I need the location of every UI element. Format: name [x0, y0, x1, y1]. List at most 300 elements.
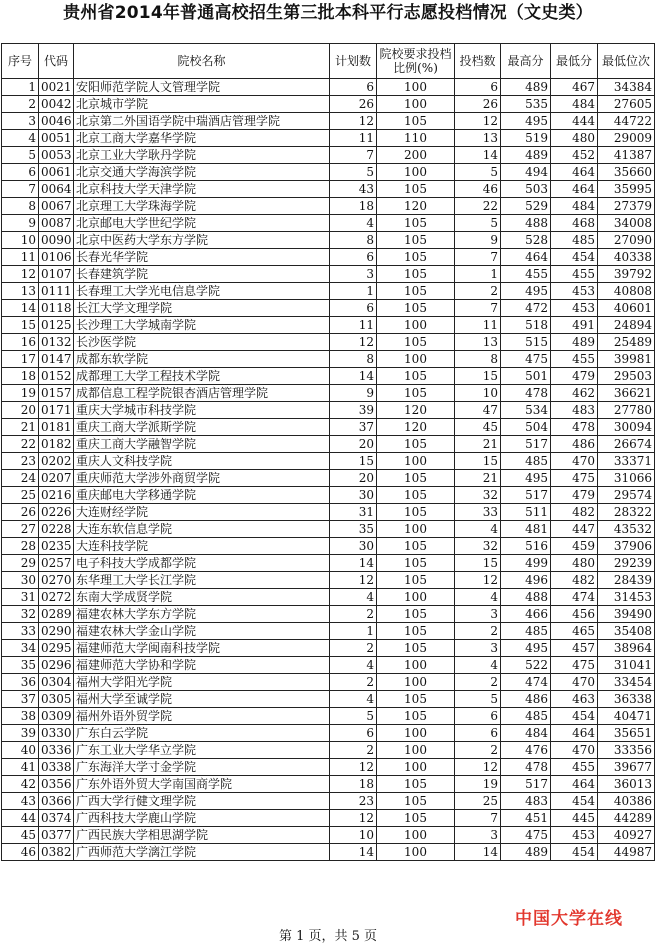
min-rank: 29009 [598, 130, 655, 147]
plan-count: 30 [330, 538, 377, 555]
admitted-count: 2 [455, 742, 501, 759]
max-score: 481 [501, 521, 551, 538]
required-ratio: 120 [377, 402, 455, 419]
table-row [2, 657, 655, 674]
plan-count: 23 [330, 793, 377, 810]
plan-count: 4 [330, 215, 377, 232]
min-score: 459 [551, 538, 598, 555]
max-score: 519 [501, 130, 551, 147]
admitted-count: 4 [455, 589, 501, 606]
admitted-count: 11 [455, 317, 501, 334]
school-name: 广东工业大学华立学院 [74, 742, 330, 759]
admitted-count: 7 [455, 249, 501, 266]
admitted-count: 9 [455, 232, 501, 249]
school-name: 安阳师范学院人文管理学院 [74, 79, 330, 96]
max-score: 511 [501, 504, 551, 521]
school-name: 北京中医药大学东方学院 [74, 232, 330, 249]
min-score: 453 [551, 283, 598, 300]
row-index: 38 [2, 708, 39, 725]
max-score: 517 [501, 487, 551, 504]
row-index: 42 [2, 776, 39, 793]
min-score: 454 [551, 844, 598, 861]
required-ratio: 105 [377, 555, 455, 572]
admitted-count: 21 [455, 470, 501, 487]
min-rank: 36338 [598, 691, 655, 708]
max-score: 485 [501, 453, 551, 470]
school-code: 0377 [39, 827, 74, 844]
table-row [2, 147, 655, 164]
min-score: 456 [551, 606, 598, 623]
school-name: 大连财经学院 [74, 504, 330, 521]
plan-count: 12 [330, 113, 377, 130]
required-ratio: 105 [377, 368, 455, 385]
table-row [2, 606, 655, 623]
min-rank: 36013 [598, 776, 655, 793]
min-score: 445 [551, 810, 598, 827]
school-code: 0290 [39, 623, 74, 640]
required-ratio: 100 [377, 453, 455, 470]
min-score: 462 [551, 385, 598, 402]
row-index: 41 [2, 759, 39, 776]
max-score: 485 [501, 708, 551, 725]
plan-count: 8 [330, 351, 377, 368]
school-name: 广西民族大学相思湖学院 [74, 827, 330, 844]
required-ratio: 100 [377, 351, 455, 368]
plan-count: 35 [330, 521, 377, 538]
plan-count: 9 [330, 385, 377, 402]
admitted-count: 3 [455, 640, 501, 657]
row-index: 28 [2, 538, 39, 555]
school-name: 大连科技学院 [74, 538, 330, 555]
max-score: 504 [501, 419, 551, 436]
min-rank: 34384 [598, 79, 655, 96]
col-header-index: 序号 [2, 44, 39, 79]
school-code: 0257 [39, 555, 74, 572]
min-rank: 44722 [598, 113, 655, 130]
min-rank: 40386 [598, 793, 655, 810]
min-score: 480 [551, 130, 598, 147]
table-row [2, 572, 655, 589]
table-row [2, 96, 655, 113]
table-row [2, 215, 655, 232]
required-ratio: 105 [377, 708, 455, 725]
max-score: 455 [501, 266, 551, 283]
school-code: 0289 [39, 606, 74, 623]
school-name: 福建农林大学东方学院 [74, 606, 330, 623]
max-score: 485 [501, 623, 551, 640]
max-score: 516 [501, 538, 551, 555]
min-rank: 31066 [598, 470, 655, 487]
plan-count: 8 [330, 232, 377, 249]
school-code: 0305 [39, 691, 74, 708]
min-score: 454 [551, 793, 598, 810]
page-footer: 第 1 页，共 5 页 [278, 929, 378, 944]
col-header-code: 代码 [39, 44, 74, 79]
max-score: 522 [501, 657, 551, 674]
school-name: 广东外语外贸大学南国商学院 [74, 776, 330, 793]
table-row [2, 487, 655, 504]
required-ratio: 105 [377, 504, 455, 521]
school-code: 0235 [39, 538, 74, 555]
min-rank: 40471 [598, 708, 655, 725]
table-row [2, 181, 655, 198]
school-code: 0216 [39, 487, 74, 504]
school-name: 长春光华学院 [74, 249, 330, 266]
required-ratio: 105 [377, 266, 455, 283]
min-score: 480 [551, 555, 598, 572]
table-row [2, 334, 655, 351]
row-index: 20 [2, 402, 39, 419]
max-score: 489 [501, 147, 551, 164]
max-score: 517 [501, 776, 551, 793]
required-ratio: 100 [377, 742, 455, 759]
plan-count: 7 [330, 147, 377, 164]
school-name: 广东白云学院 [74, 725, 330, 742]
admitted-count: 21 [455, 436, 501, 453]
plan-count: 12 [330, 572, 377, 589]
school-name: 福州外语外贸学院 [74, 708, 330, 725]
required-ratio: 105 [377, 691, 455, 708]
table-row [2, 453, 655, 470]
min-rank: 28439 [598, 572, 655, 589]
required-ratio: 100 [377, 96, 455, 113]
min-score: 465 [551, 623, 598, 640]
admitted-count: 12 [455, 759, 501, 776]
table-row [2, 79, 655, 96]
required-ratio: 100 [377, 827, 455, 844]
min-rank: 27379 [598, 198, 655, 215]
row-index: 18 [2, 368, 39, 385]
min-score: 470 [551, 453, 598, 470]
min-rank: 44289 [598, 810, 655, 827]
table-row [2, 283, 655, 300]
col-header-admitted: 投档数 [455, 44, 501, 79]
min-score: 474 [551, 589, 598, 606]
school-name: 重庆邮电大学移通学院 [74, 487, 330, 504]
min-rank: 43532 [598, 521, 655, 538]
plan-count: 39 [330, 402, 377, 419]
school-name: 东华理工大学长江学院 [74, 572, 330, 589]
table-row [2, 351, 655, 368]
min-score: 468 [551, 215, 598, 232]
plan-count: 4 [330, 657, 377, 674]
row-index: 40 [2, 742, 39, 759]
school-name: 北京交通大学海滨学院 [74, 164, 330, 181]
required-ratio: 105 [377, 113, 455, 130]
required-ratio: 105 [377, 470, 455, 487]
school-code: 0090 [39, 232, 74, 249]
max-score: 476 [501, 742, 551, 759]
min-score: 454 [551, 249, 598, 266]
plan-count: 5 [330, 164, 377, 181]
required-ratio: 105 [377, 606, 455, 623]
min-rank: 31453 [598, 589, 655, 606]
required-ratio: 100 [377, 317, 455, 334]
row-index: 9 [2, 215, 39, 232]
school-code: 0304 [39, 674, 74, 691]
table-row [2, 538, 655, 555]
table-row [2, 827, 655, 844]
row-index: 31 [2, 589, 39, 606]
school-code: 0272 [39, 589, 74, 606]
required-ratio: 105 [377, 283, 455, 300]
row-index: 29 [2, 555, 39, 572]
required-ratio: 105 [377, 436, 455, 453]
school-code: 0309 [39, 708, 74, 725]
max-score: 494 [501, 164, 551, 181]
required-ratio: 105 [377, 623, 455, 640]
admitted-count: 8 [455, 351, 501, 368]
table-row [2, 793, 655, 810]
school-name: 北京第二外国语学院中瑞酒店管理学院 [74, 113, 330, 130]
min-rank: 33356 [598, 742, 655, 759]
min-rank: 29239 [598, 555, 655, 572]
min-rank: 37906 [598, 538, 655, 555]
plan-count: 30 [330, 487, 377, 504]
row-index: 27 [2, 521, 39, 538]
plan-count: 11 [330, 317, 377, 334]
school-code: 0366 [39, 793, 74, 810]
min-rank: 39490 [598, 606, 655, 623]
school-name: 福建师范大学协和学院 [74, 657, 330, 674]
school-code: 0067 [39, 198, 74, 215]
row-index: 8 [2, 198, 39, 215]
plan-count: 6 [330, 725, 377, 742]
row-index: 37 [2, 691, 39, 708]
col-header-plan: 计划数 [330, 44, 377, 79]
min-score: 482 [551, 504, 598, 521]
max-score: 464 [501, 249, 551, 266]
school-code: 0382 [39, 844, 74, 861]
min-score: 478 [551, 419, 598, 436]
admitted-count: 5 [455, 691, 501, 708]
required-ratio: 100 [377, 657, 455, 674]
school-code: 0125 [39, 317, 74, 334]
min-score: 484 [551, 198, 598, 215]
max-score: 478 [501, 759, 551, 776]
min-rank: 41387 [598, 147, 655, 164]
min-score: 475 [551, 470, 598, 487]
plan-count: 14 [330, 555, 377, 572]
min-rank: 24894 [598, 317, 655, 334]
required-ratio: 105 [377, 793, 455, 810]
min-score: 464 [551, 164, 598, 181]
table-row [2, 368, 655, 385]
table-row [2, 419, 655, 436]
max-score: 474 [501, 674, 551, 691]
col-header-name: 院校名称 [74, 44, 330, 79]
row-index: 22 [2, 436, 39, 453]
school-name: 福建农林大学金山学院 [74, 623, 330, 640]
required-ratio: 105 [377, 215, 455, 232]
min-rank: 33371 [598, 453, 655, 470]
min-score: 486 [551, 436, 598, 453]
school-name: 重庆人文科技学院 [74, 453, 330, 470]
school-code: 0061 [39, 164, 74, 181]
min-rank: 40338 [598, 249, 655, 266]
min-score: 453 [551, 300, 598, 317]
table-row [2, 810, 655, 827]
min-score: 491 [551, 317, 598, 334]
min-rank: 39981 [598, 351, 655, 368]
min-rank: 25489 [598, 334, 655, 351]
school-code: 0356 [39, 776, 74, 793]
admitted-count: 14 [455, 844, 501, 861]
admitted-count: 15 [455, 368, 501, 385]
max-score: 515 [501, 334, 551, 351]
min-score: 482 [551, 572, 598, 589]
school-code: 0042 [39, 96, 74, 113]
plan-count: 43 [330, 181, 377, 198]
admitted-count: 6 [455, 79, 501, 96]
admitted-count: 13 [455, 130, 501, 147]
admitted-count: 6 [455, 725, 501, 742]
required-ratio: 105 [377, 572, 455, 589]
min-rank: 39677 [598, 759, 655, 776]
plan-count: 31 [330, 504, 377, 521]
school-code: 0106 [39, 249, 74, 266]
row-index: 34 [2, 640, 39, 657]
admitted-count: 3 [455, 827, 501, 844]
plan-count: 2 [330, 640, 377, 657]
plan-count: 4 [330, 691, 377, 708]
max-score: 499 [501, 555, 551, 572]
required-ratio: 100 [377, 79, 455, 96]
max-score: 535 [501, 96, 551, 113]
min-score: 484 [551, 96, 598, 113]
admitted-count: 2 [455, 623, 501, 640]
school-code: 0202 [39, 453, 74, 470]
school-name: 北京理工大学珠海学院 [74, 198, 330, 215]
max-score: 517 [501, 436, 551, 453]
max-score: 475 [501, 351, 551, 368]
admitted-count: 3 [455, 606, 501, 623]
admitted-count: 7 [455, 810, 501, 827]
school-code: 0182 [39, 436, 74, 453]
plan-count: 6 [330, 300, 377, 317]
plan-count: 10 [330, 827, 377, 844]
admitted-count: 25 [455, 793, 501, 810]
admitted-count: 13 [455, 334, 501, 351]
row-index: 43 [2, 793, 39, 810]
school-name: 东南大学成贤学院 [74, 589, 330, 606]
min-score: 475 [551, 657, 598, 674]
admitted-count: 4 [455, 657, 501, 674]
table-row [2, 436, 655, 453]
school-name: 长沙医学院 [74, 334, 330, 351]
admitted-count: 7 [455, 300, 501, 317]
min-rank: 40808 [598, 283, 655, 300]
min-rank: 38964 [598, 640, 655, 657]
admitted-count: 19 [455, 776, 501, 793]
required-ratio: 100 [377, 164, 455, 181]
school-code: 0147 [39, 351, 74, 368]
min-score: 453 [551, 827, 598, 844]
required-ratio: 105 [377, 300, 455, 317]
required-ratio: 105 [377, 487, 455, 504]
table-row [2, 708, 655, 725]
required-ratio: 100 [377, 521, 455, 538]
min-rank: 31041 [598, 657, 655, 674]
admitted-count: 47 [455, 402, 501, 419]
min-score: 479 [551, 368, 598, 385]
min-rank: 27605 [598, 96, 655, 113]
min-rank: 29574 [598, 487, 655, 504]
admitted-count: 33 [455, 504, 501, 521]
row-index: 7 [2, 181, 39, 198]
max-score: 451 [501, 810, 551, 827]
required-ratio: 120 [377, 198, 455, 215]
plan-count: 12 [330, 334, 377, 351]
admitted-count: 2 [455, 283, 501, 300]
school-name: 北京工业大学耿丹学院 [74, 147, 330, 164]
min-score: 479 [551, 487, 598, 504]
school-code: 0338 [39, 759, 74, 776]
row-index: 36 [2, 674, 39, 691]
school-name: 广东海洋大学寸金学院 [74, 759, 330, 776]
plan-count: 3 [330, 266, 377, 283]
row-index: 26 [2, 504, 39, 521]
min-rank: 26674 [598, 436, 655, 453]
required-ratio: 105 [377, 385, 455, 402]
school-code: 0046 [39, 113, 74, 130]
required-ratio: 105 [377, 181, 455, 198]
min-rank: 39792 [598, 266, 655, 283]
max-score: 495 [501, 283, 551, 300]
header-row [2, 44, 655, 79]
school-code: 0118 [39, 300, 74, 317]
required-ratio: 100 [377, 674, 455, 691]
table-row [2, 164, 655, 181]
school-name: 北京邮电大学世纪学院 [74, 215, 330, 232]
table-row [2, 844, 655, 861]
school-code: 0152 [39, 368, 74, 385]
max-score: 489 [501, 79, 551, 96]
plan-count: 5 [330, 708, 377, 725]
table-row [2, 232, 655, 249]
school-code: 0181 [39, 419, 74, 436]
plan-count: 1 [330, 623, 377, 640]
table-row [2, 555, 655, 572]
row-index: 16 [2, 334, 39, 351]
max-score: 472 [501, 300, 551, 317]
watermark-logo: 中国大学在线 [515, 909, 623, 929]
row-index: 33 [2, 623, 39, 640]
school-name: 长春建筑学院 [74, 266, 330, 283]
admitted-count: 12 [455, 572, 501, 589]
min-score: 470 [551, 674, 598, 691]
max-score: 496 [501, 572, 551, 589]
school-code: 0270 [39, 572, 74, 589]
admitted-count: 12 [455, 113, 501, 130]
table-row [2, 674, 655, 691]
required-ratio: 110 [377, 130, 455, 147]
school-code: 0374 [39, 810, 74, 827]
row-index: 24 [2, 470, 39, 487]
admitted-count: 15 [455, 453, 501, 470]
min-score: 464 [551, 725, 598, 742]
plan-count: 14 [330, 368, 377, 385]
row-index: 5 [2, 147, 39, 164]
min-rank: 35651 [598, 725, 655, 742]
admitted-count: 2 [455, 674, 501, 691]
school-code: 0228 [39, 521, 74, 538]
max-score: 534 [501, 402, 551, 419]
table-row [2, 266, 655, 283]
required-ratio: 105 [377, 776, 455, 793]
row-index: 4 [2, 130, 39, 147]
school-name: 长春理工大学光电信息学院 [74, 283, 330, 300]
